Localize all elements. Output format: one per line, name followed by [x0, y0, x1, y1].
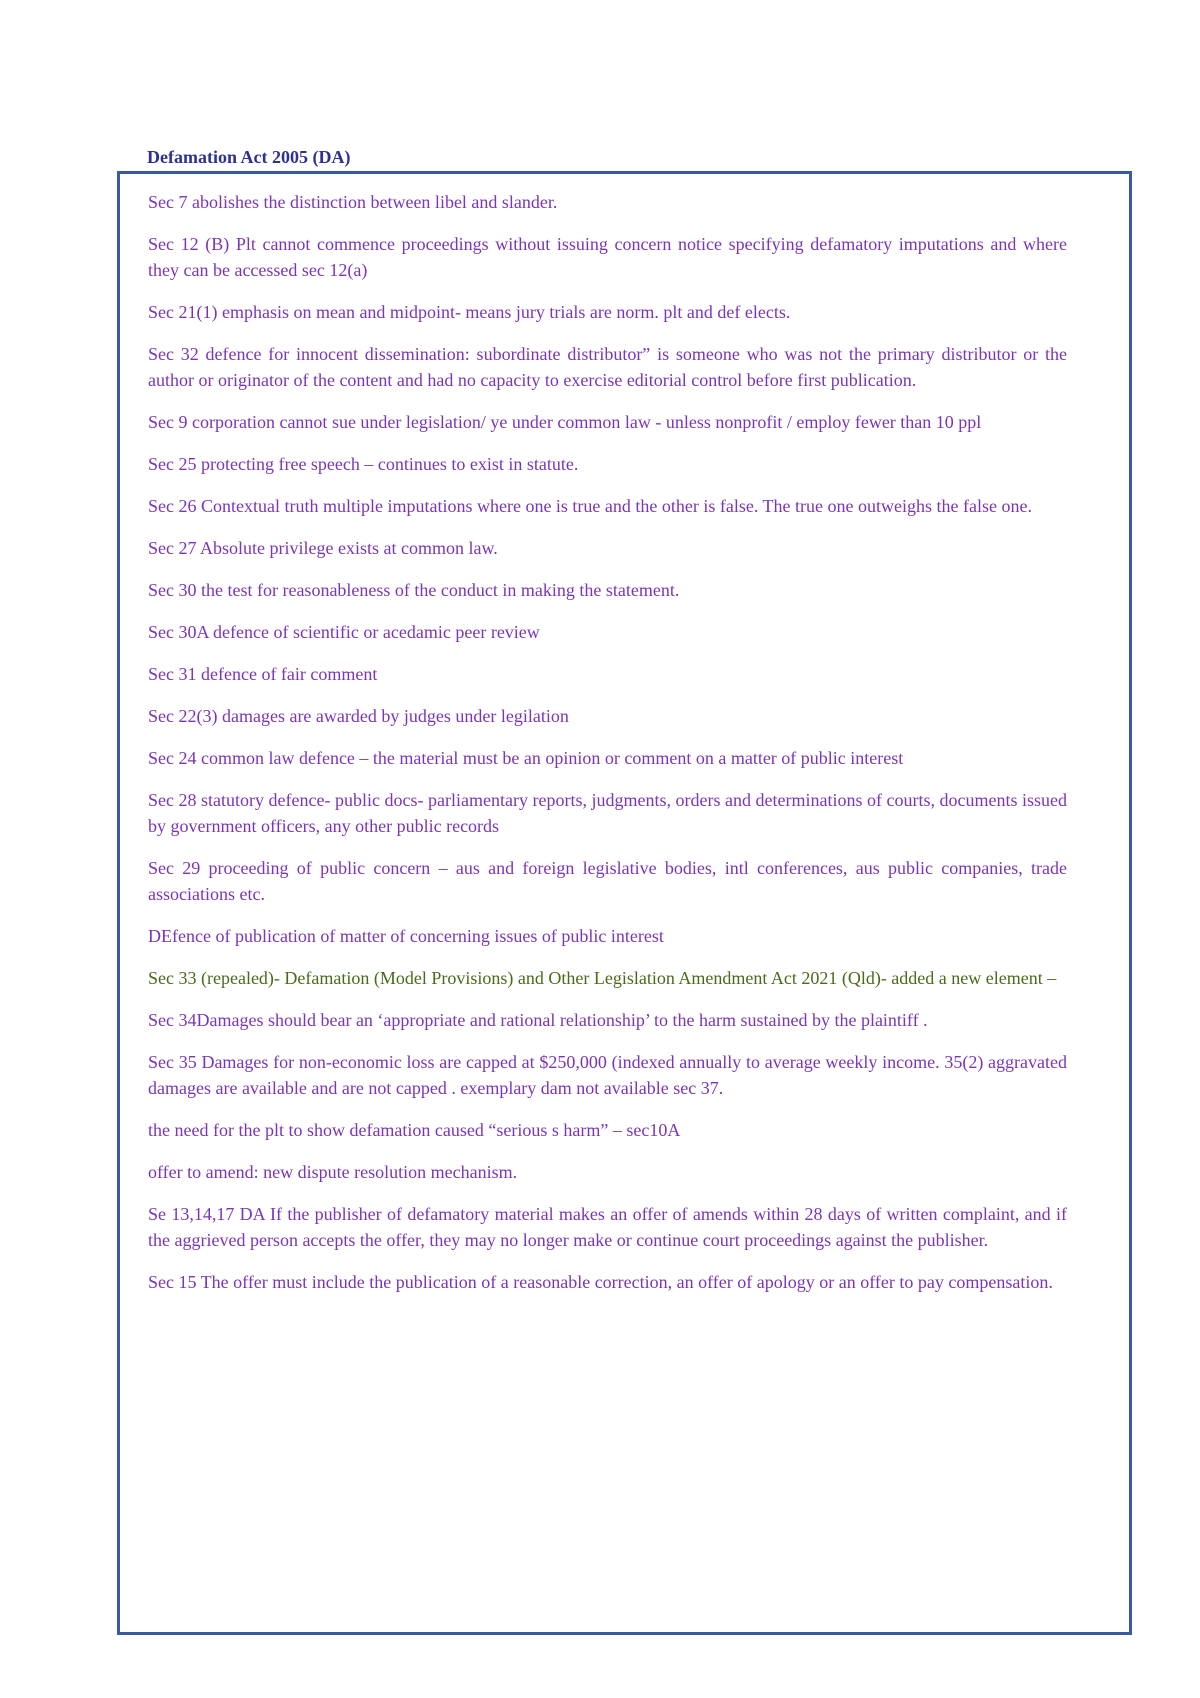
document-heading: Defamation Act 2005 (DA) — [147, 147, 351, 167]
note-sec-9: Sec 9 corporation cannot sue under legislation/ ye under common law - unless nonprofit / employ fewer than 10 ppl — [148, 412, 982, 432]
note-sec-15: Sec 15 The offer must include the publication of a reasonable correction, an offer of apology or an offer to pay compensation. — [148, 1272, 1053, 1292]
note-sec-25: Sec 25 protecting free speech – continues to exist in statute. — [148, 454, 579, 474]
note-sec-34: Sec 34Damages should bear an ‘appropriate and rational relationship’ to the harm sustained by the plaintiff . — [148, 1010, 928, 1030]
note-sec-22: Sec 22(3) damages are awarded by judges under legilation — [148, 706, 569, 726]
note-sec-27: Sec 27 Absolute privilege exists at common law. — [148, 538, 498, 558]
note-sec-33: Sec 33 (repealed)- Defamation (Model Provisions) and Other Legislation Amendment Act 2021 (Qld)- added a new element – — [148, 968, 1057, 988]
note-sec-29: Sec 29 proceeding of public concern – aus and foreign legislative bodies, intl conferences, aus public companies, trade associations etc. — [148, 858, 1067, 904]
note-sec-7: Sec 7 abolishes the distinction between libel and slander. — [148, 192, 558, 212]
note-sec-13-14-17: Se 13,14,17 DA If the publisher of defamatory material makes an offer of amends within 28 days of written complaint, and if the aggrieved person accepts the offer, they may no longer make or continue court proceedings against the publisher. — [148, 1204, 1067, 1250]
note-sec-12: Sec 12 (B) Plt cannot commence proceedings without issuing concern notice specifying defamatory imputations and where they can be accessed sec 12(a) — [148, 234, 1067, 280]
note-sec-31: Sec 31 defence of fair comment — [148, 664, 378, 684]
note-sec-30: Sec 30 the test for reasonableness of the conduct in making the statement. — [148, 580, 680, 600]
note-offer-to-amend: offer to amend: new dispute resolution mechanism. — [148, 1162, 518, 1182]
note-sec-35: Sec 35 Damages for non-economic loss are capped at $250,000 (indexed annually to average weekly income. 35(2) aggravated damages are available and are not capped . exemplary dam not available sec 37. — [148, 1052, 1067, 1098]
note-sec-32: Sec 32 defence for innocent dissemination: subordinate distributor” is someone who was not the primary distributor or the author or originator of the content and had no capacity to exercise editorial control before first publication. — [148, 344, 1067, 390]
note-sec-28: Sec 28 statutory defence- public docs- parliamentary reports, judgments, orders and determinations of courts, documents issued by government officers, any other public records — [148, 790, 1067, 836]
notes-box — [117, 171, 1132, 1635]
note-sec-21: Sec 21(1) emphasis on mean and midpoint- means jury trials are norm. plt and def elects. — [148, 302, 791, 322]
note-sec-26: Sec 26 Contextual truth multiple imputations where one is true and the other is false. The true one outweighs the false one. — [148, 496, 1032, 516]
note-sec-24: Sec 24 common law defence – the material must be an opinion or comment on a matter of public interest — [148, 748, 904, 768]
note-public-interest-defence: DEfence of publication of matter of concerning issues of public interest — [148, 926, 664, 946]
note-sec-30a: Sec 30A defence of scientific or acedamic peer review — [148, 622, 540, 642]
note-serious-harm: the need for the plt to show defamation caused “serious s harm” – sec10A — [148, 1120, 681, 1140]
